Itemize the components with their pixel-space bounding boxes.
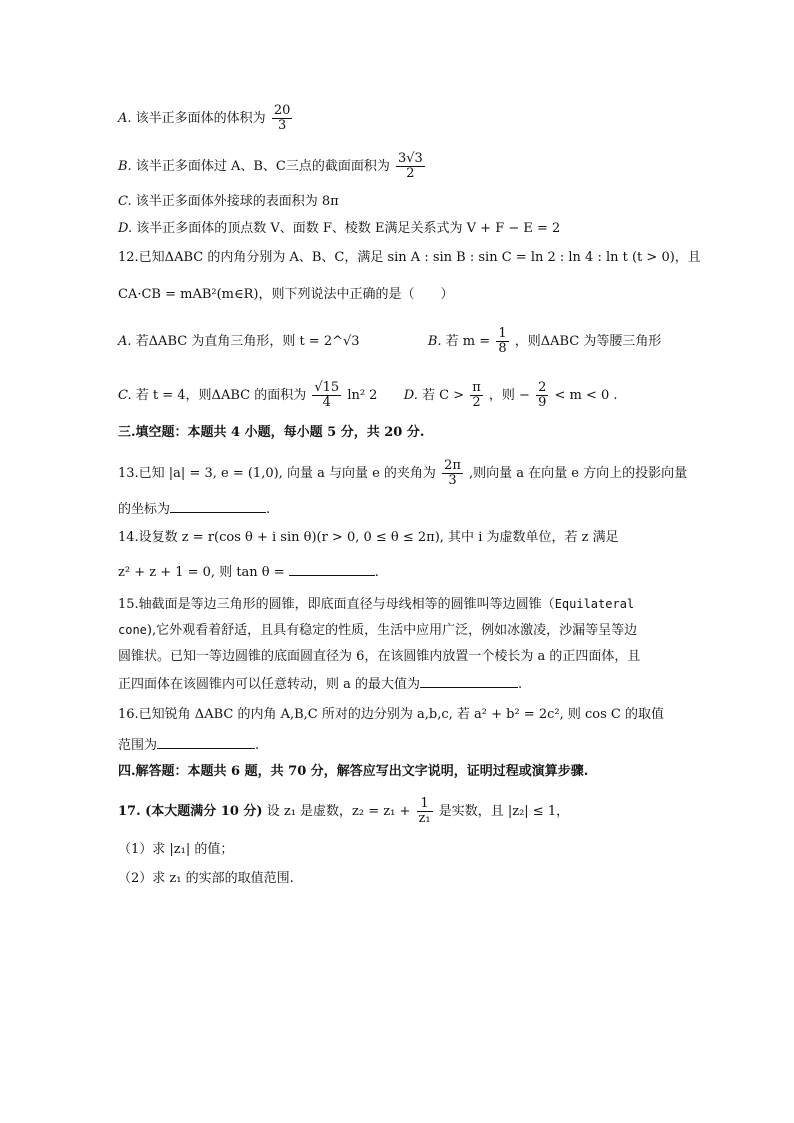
- denominator: z₁: [418, 811, 431, 826]
- option-label: B.: [427, 334, 442, 349]
- q17-part1: （1）求 |z₁| 的值；: [118, 842, 234, 857]
- section-heading-solutions: 四.解答题：本题共 6 题，共 70 分，解答应写出文字说明，证明过程或演算步骤.: [118, 764, 589, 779]
- question-text: cone: [118, 623, 147, 637]
- option-label: B.: [118, 159, 132, 174]
- option-text: 该半正多面体外接球的表面积为 8π: [135, 194, 339, 209]
- question-text: ),它外观看着舒适，且具有稳定的性质，生活中应用广泛，例如冰激凌，沙漏等呈等边: [146, 623, 638, 638]
- denominator: 4: [322, 395, 331, 410]
- option-label: A.: [118, 111, 132, 126]
- question-text: 设 z₁ 是虚数，z₂ = z₁ +: [266, 804, 411, 819]
- option-text: < m < 0 .: [554, 388, 618, 403]
- fraction: [396, 152, 425, 181]
- q16-stem-line1: 16.已知锐角 ΔABC 的内角 A,B,C 所对的边分别为 a,b,c, 若 a² + b² = 2c², 则 cos C 的取值: [118, 707, 664, 722]
- option-label: C.: [118, 194, 132, 209]
- fraction: [496, 327, 508, 356]
- denominator: 2: [472, 395, 481, 410]
- numerator: √15: [314, 380, 340, 395]
- option-text: ，则ΔABC 为等腰三角形: [514, 334, 662, 349]
- fraction: [417, 797, 433, 826]
- denominator: 2: [406, 166, 415, 181]
- q14-stem-line2: z² + z + 1 = 0, 则 tan θ = .: [118, 565, 379, 580]
- q15-stem-line3: 圆锥状。已知一等边圆锥的底面圆直径为 6，在该圆锥内放置一个棱长为 a 的正四面体，且: [118, 649, 641, 664]
- question-text: 15.轴截面是等边三角形的圆锥，即底面直径与母线相等的圆锥叫等边圆锥（: [118, 597, 555, 612]
- denominator: 3: [448, 473, 457, 488]
- answer-blank[interactable]: [170, 500, 266, 513]
- section-heading-fill-in: 三.填空题：本题共 4 小题，每小题 5 分，共 20 分.: [118, 425, 425, 440]
- numerator: 1: [417, 797, 433, 812]
- fraction: [470, 381, 483, 410]
- option-a-q11: [118, 104, 704, 133]
- denominator: 3: [277, 118, 287, 133]
- numerator: 2: [538, 380, 547, 395]
- q12-stem-line1: 12.已知ΔABC 的内角分别为 A、B、C，满足 sin A : sin B : sin C = ln 2 : ln 4 : ln t (t > 0)，且: [118, 250, 701, 265]
- question-text: 正四面体在该圆锥内可以任意转动，则 a 的最大值为: [118, 677, 421, 692]
- question-text: 是实数，且 |z₂| ≤ 1，: [438, 804, 570, 819]
- question-text: Equilateral: [554, 597, 635, 611]
- question-heading: 17. (本大题满分 10 分): [118, 804, 263, 819]
- q17-part2: （2）求 z₁ 的实部的取值范围.: [118, 871, 294, 886]
- fraction: [442, 459, 463, 488]
- q12-stem-line2: CA·CB = mAB²(m∈R)，则下列说法中正确的是（ ）: [118, 287, 454, 302]
- fraction: [536, 381, 548, 410]
- option-text: 若 t = 4，则ΔABC 的面积为: [135, 388, 307, 403]
- option-text: 该半正多面体的顶点数 V、面数 F、棱数 E满足关系式为 V + F − E = 2: [136, 221, 561, 236]
- option-label: D.: [403, 388, 418, 403]
- q13-stem-line2: 的坐标为 .: [118, 502, 271, 517]
- numerator: π: [472, 380, 481, 395]
- option-d-q11: [118, 219, 704, 239]
- q17-stem: [118, 797, 704, 826]
- fraction: [272, 104, 293, 133]
- question-text: 13.已知 |a| = 3, e = (1,0), 向量 a 与向量 e 的夹角为: [118, 466, 436, 481]
- option-text: ln² 2: [347, 388, 378, 403]
- question-text: 范围为: [118, 738, 158, 753]
- q12-options-ab: [118, 327, 704, 356]
- q15-stem-line1: [118, 594, 704, 615]
- question-text: 的坐标为: [118, 502, 171, 517]
- denominator: 8: [498, 341, 507, 356]
- option-text: 该半正多面体过 A、B、C三点的截面面积为: [135, 159, 390, 174]
- q15-stem-line4: 正四面体在该圆锥内可以任意转动，则 a 的最大值为 .: [118, 677, 523, 692]
- option-text: 若 C >: [421, 388, 465, 403]
- option-text: 该半正多面体的体积为: [135, 111, 266, 126]
- numerator: 20: [273, 103, 291, 118]
- option-label: C.: [118, 388, 132, 403]
- denominator: 9: [538, 395, 547, 410]
- numerator: 1: [498, 326, 507, 341]
- numerator: 2π: [444, 458, 461, 473]
- option-text: ，则 −: [488, 388, 530, 403]
- option-b-q11: [118, 152, 704, 181]
- option-text: 若ΔABC 为直角三角形，则 t = 2^√3: [135, 334, 360, 349]
- question-text: z² + z + 1 = 0, 则 tan θ =: [118, 565, 285, 580]
- q14-stem-line1: 14.设复数 z = r(cos θ + i sin θ)(r > 0, 0 ≤ θ ≤ 2π), 其中 i 为虚数单位，若 z 满足: [118, 530, 619, 545]
- fraction: [312, 381, 341, 410]
- q16-stem-line2: 范围为 .: [118, 738, 260, 753]
- question-text: ,则向量 a 在向量 e 方向上的投影向量: [469, 466, 688, 481]
- option-label: D.: [118, 221, 133, 236]
- q15-stem-line2: [118, 620, 704, 641]
- option-text: 若 m =: [445, 334, 491, 349]
- option-c-q11: [118, 192, 704, 212]
- option-label: A.: [118, 334, 132, 349]
- answer-blank[interactable]: [420, 675, 518, 688]
- q13-stem-line1: [118, 459, 704, 488]
- answer-blank[interactable]: [289, 563, 375, 576]
- numerator: 3√3: [398, 151, 423, 166]
- answer-blank[interactable]: [157, 736, 255, 749]
- q12-options-cd: [118, 381, 704, 410]
